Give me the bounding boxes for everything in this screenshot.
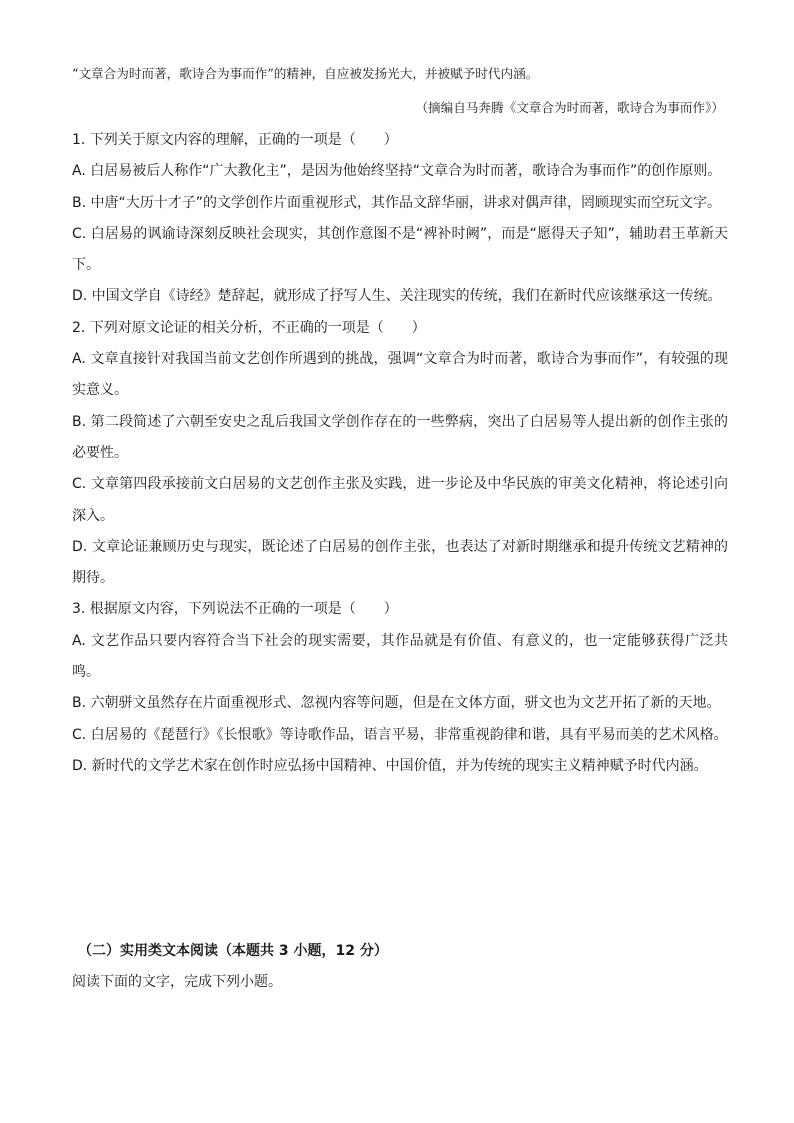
passage-closing-sentence: “文章合为时而著，歌诗合为事而作”的精神，自应被发扬光大，并被赋予时代内涵。 — [72, 66, 539, 81]
question-list — [72, 125, 728, 782]
question-2-option-d: D. 文章论证兼顾历史与现实，既论述了白居易的创作主张，也表达了对新时期继承和提升传统文艺精神的期待。 — [72, 538, 728, 587]
question-3-option-c: C. 白居易的《琵琶行》《长恨歌》等诗歌作品，语言平易，非常重视韵律和谐，具有平易而美的艺术风格。 — [72, 726, 728, 743]
question-3-option-b: B. 六朝骈文虽然存在片面重视形式、忽视内容等问题，但是在文体方面，骈文也为文艺开拓了新的天地。 — [72, 695, 721, 712]
question-2 — [72, 313, 728, 595]
question-3-option-a: A. 文艺作品只要内容符合当下社会的现实需要，其作品就是有价值、有意义的，也一定能够获得广泛共鸣。 — [72, 632, 728, 681]
reading-instruction: 阅读下面的文字，完成下列小题。 — [72, 974, 282, 990]
question-1 — [72, 125, 728, 313]
question-2-option-a: A. 文章直接针对我国当前文艺创作所遇到的挑战，强调“文章合为时而著，歌诗合为事而作”，有较强的现实意义。 — [72, 351, 728, 399]
question-1-stem: 1. 下列关于原文内容的理解，正确的一项是（ ） — [72, 132, 398, 148]
question-2-option-c: C. 文章第四段承接前文白居易的文艺创作主张及实践，进一步论及中华民族的审美文化精神，将论述引向深入。 — [72, 476, 728, 524]
question-2-stem: 2. 下列对原文论证的相关分析，不正确的一项是（ ） — [72, 319, 426, 336]
section-heading: （二）实用类文本阅读（本题共 3 小题，12 分） — [78, 943, 388, 959]
question-1-option-d: D. 中国文学自《诗经》楚辞起，就形成了抒写人生、关注现实的传统，我们在新时代应该继承这一传统。 — [72, 288, 722, 305]
question-1-option-a: A. 白居易被后人称作“广大教化主”，是因为他始终坚持“文章合为时而著，歌诗合为事而作”的创作原则。 — [72, 163, 722, 180]
question-3-option-d: D. 新时代的文学艺术家在创作时应弘扬中国精神、中国价值，并为传统的现实主义精神赋予时代内涵。 — [72, 757, 708, 774]
question-1-option-c: C. 白居易的讽谕诗深刻反映社会现实，其创作意图不是“裨补时阙”，而是“愿得天子知”，辅助君王革新天下。 — [72, 225, 728, 274]
question-3-stem: 3. 根据原文内容，下列说法不正确的一项是（ ） — [72, 601, 398, 618]
question-1-option-b: B. 中唐“大历十才子”的文学创作片面重视形式，其作品文辞华丽，讲求对偶声律，罔顾现实而空玩文字。 — [72, 194, 722, 211]
question-2-option-b: B. 第二段简述了六朝至安史之乱后我国文学创作存在的一些弊病，突出了白居易等人提出新的创作主张的必要性。 — [72, 413, 728, 461]
question-3 — [72, 594, 728, 782]
passage-source-citation: （摘编自马奔腾《文章合为时而著，歌诗合为事而作》） — [415, 100, 724, 115]
